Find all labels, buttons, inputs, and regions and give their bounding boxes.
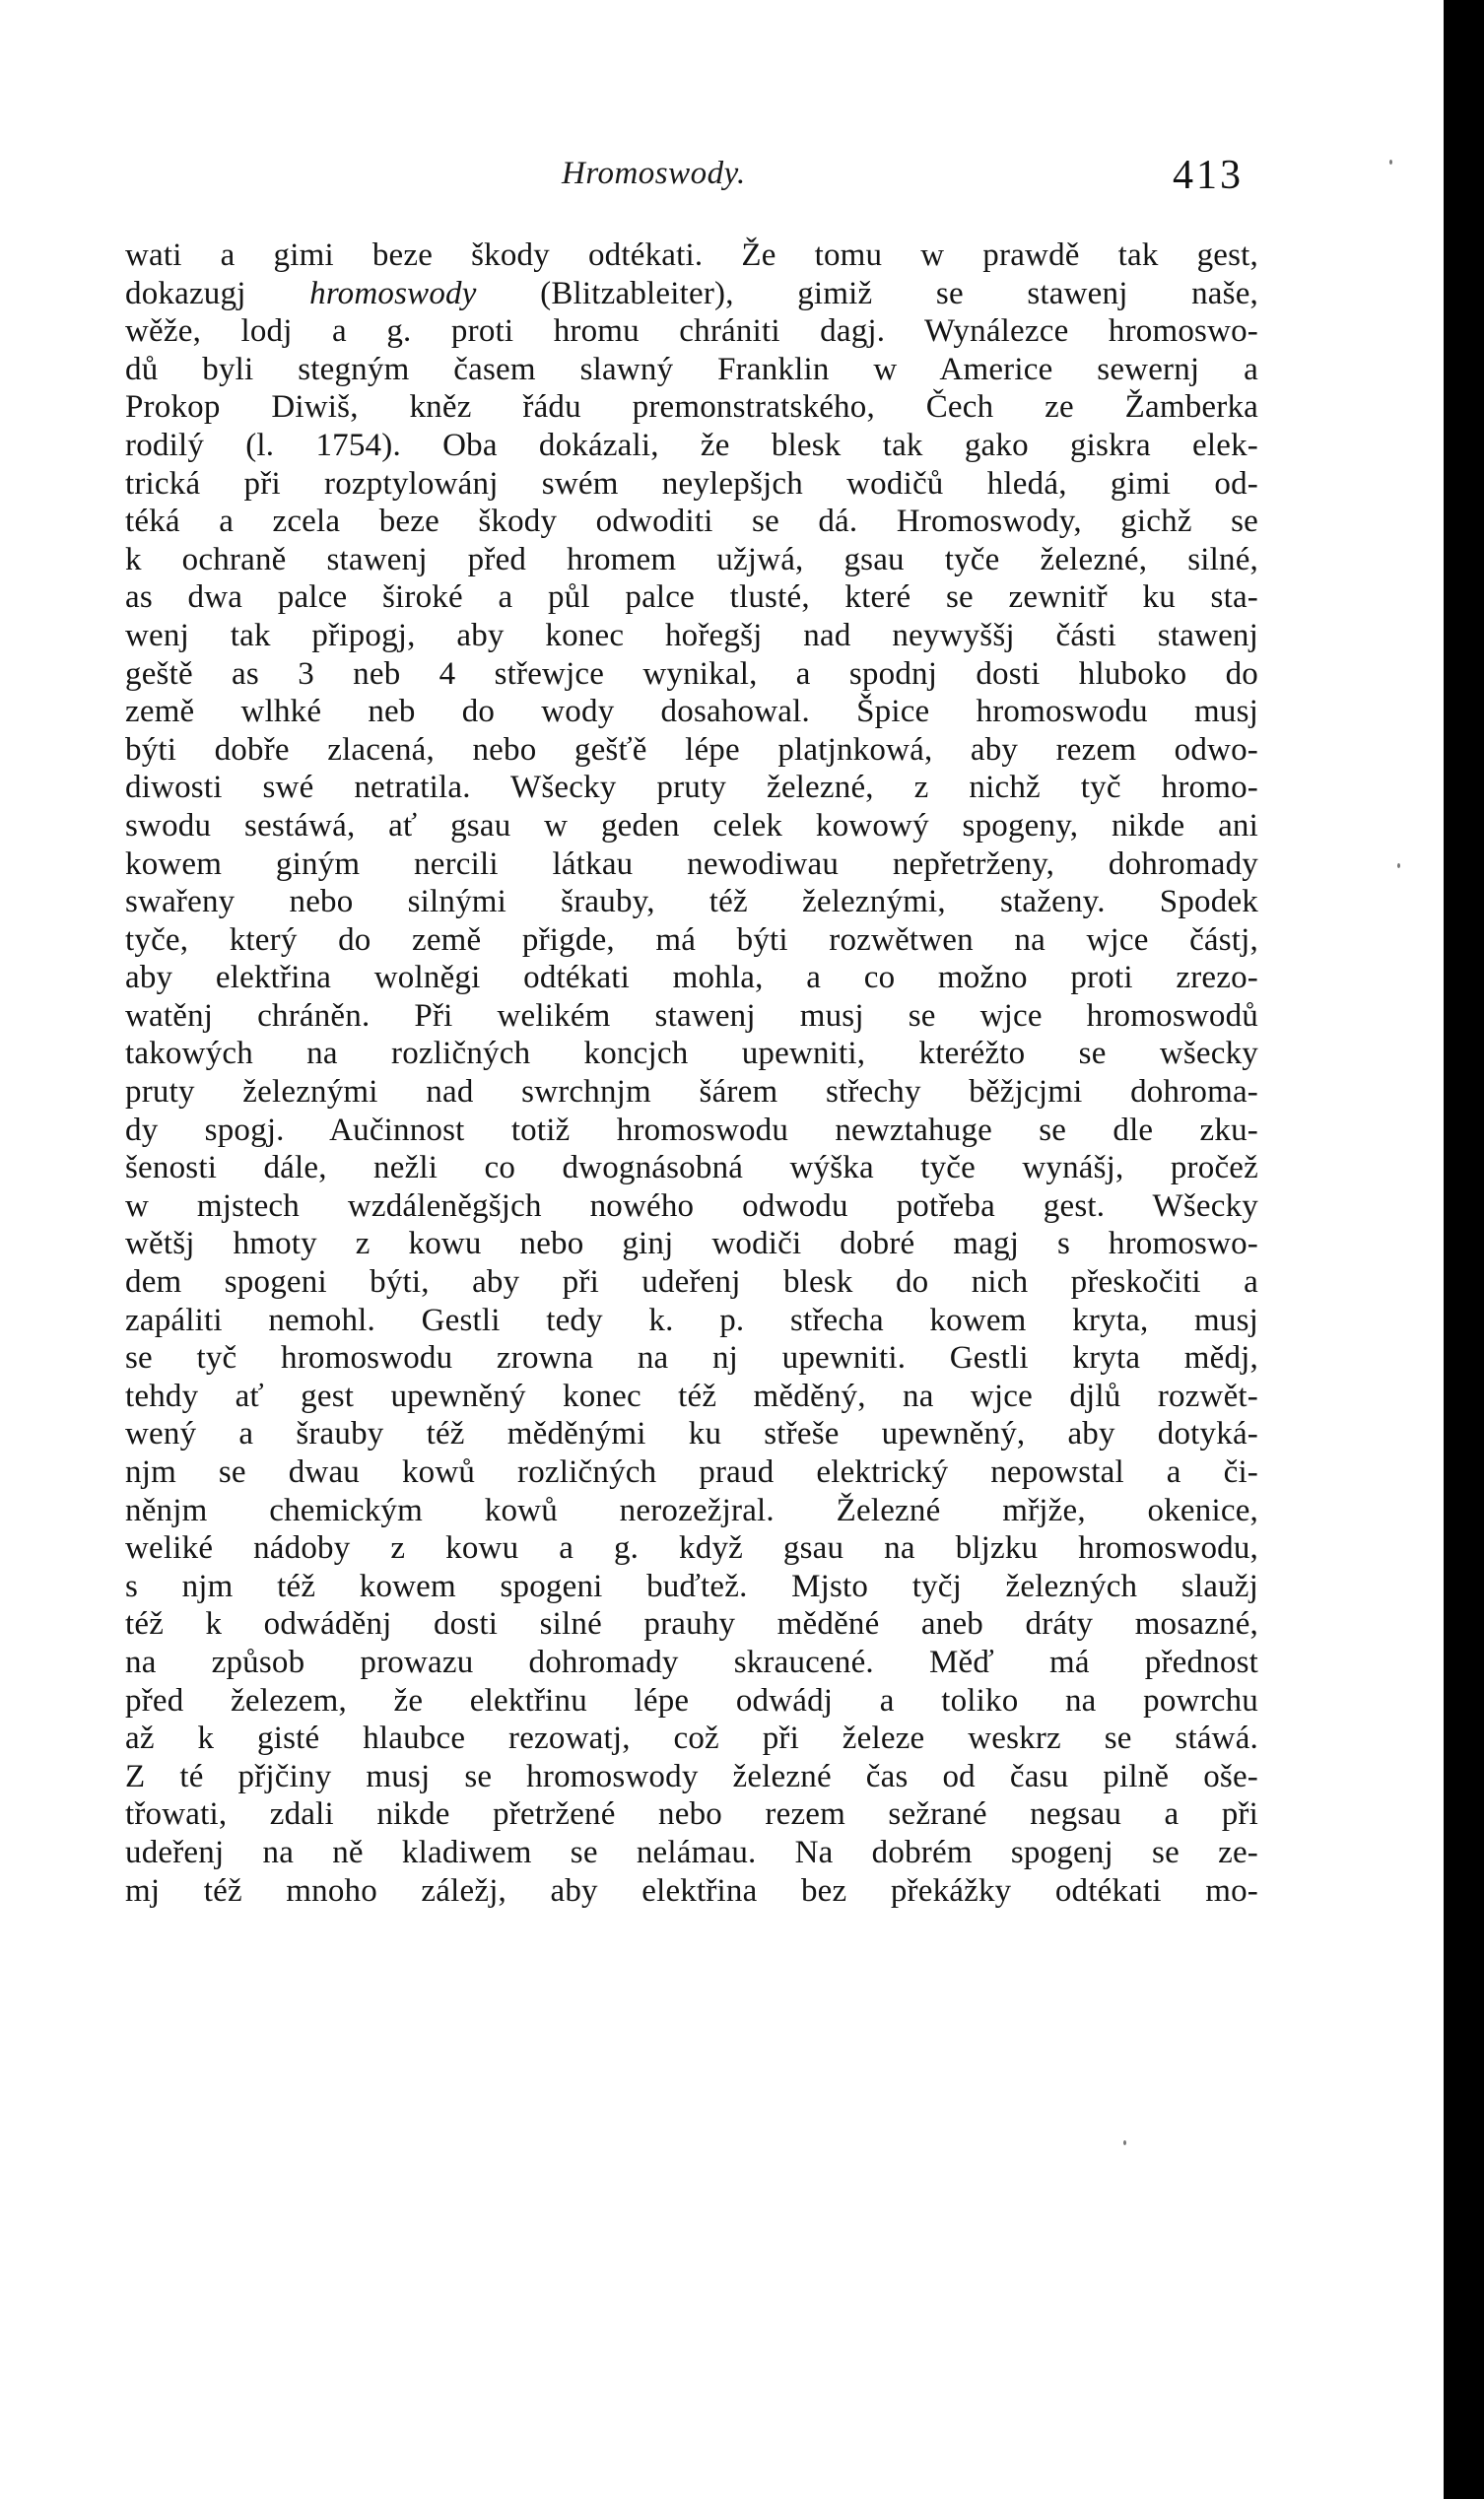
text-segment: na způsob prowazu dohromady skraucené. Měď má přednost (125, 1644, 1258, 1680)
text-segment: rodilý (l. 1754). Oba dokázali, že blesk tak gako giskra elek- (125, 427, 1258, 463)
text-line (125, 1682, 1258, 1721)
text-line (125, 541, 1258, 579)
text-segment: wený a šrauby též měděnými ku střeše upewněný, aby dotyká- (125, 1416, 1258, 1452)
text-line (125, 236, 1258, 275)
text-segment: kowem giným nercili látkau newodiwau nepřetrženy, dohromady (125, 845, 1258, 882)
text-segment: šenosti dále, nežli co dwognásobná wýška tyče wynášj, pročež (125, 1150, 1258, 1186)
text-segment: swodu sestáwá, ať gsau w geden celek kowowý spogeny, nikde ani (125, 807, 1258, 844)
text-segment: dy spogj. Aučinnost totiž hromoswodu newztahuge se dle zku- (125, 1112, 1258, 1148)
text-line (125, 769, 1258, 807)
text-segment: dů byli stegným časem slawný Franklin w Americe sewernj a (125, 351, 1258, 387)
text-segment: takowých na rozličných koncjch upewniti, kteréžto se wšecky (125, 1036, 1258, 1072)
text-segment: trická při rozptylowánj swém neylepšjch wodičů hledá, gimi od- (125, 465, 1258, 502)
text-segment: k ochraně stawenj před hromem užjwá, gsau tyče železné, silné, (125, 541, 1258, 577)
text-segment: swařeny nebo silnými šrauby, též železnými, staženy. Spodek (125, 884, 1258, 920)
running-head (0, 153, 1444, 215)
text-segment: Prokop Diwiš, kněz řádu premonstratského, Čech ze Žamberka (125, 389, 1258, 426)
paper-speck (1123, 2140, 1126, 2145)
text-segment: njm se dwau kowů rozličných praud elektrický nepowstal a či- (125, 1454, 1258, 1490)
text-line (125, 1605, 1258, 1644)
text-line (125, 1720, 1258, 1758)
text-segment: weliké nádoby z kowu a g. když gsau na bljzku hromoswodu, (125, 1530, 1258, 1567)
text-segment: země wlhké neb do wody dosahowal. Špice hromoswodu musj (125, 694, 1258, 730)
text-line (125, 731, 1258, 770)
text-segment: se tyč hromoswodu zrowna na nj upewniti. Gestli kryta mědj, (125, 1340, 1258, 1377)
text-segment: mj též mnoho záležj, aby elektřina bez překážky odtékati mo- (125, 1872, 1258, 1909)
text-line (125, 275, 1258, 313)
text-line (125, 1568, 1258, 1606)
text-line (125, 1795, 1258, 1834)
text-segment: dokazugj (125, 275, 310, 311)
text-segment: pruty železnými nad swrchnjm šárem střechy běžjcjmi dohroma- (125, 1074, 1258, 1111)
text-line (125, 1225, 1258, 1263)
text-line (125, 1644, 1258, 1682)
paper-speck (1397, 863, 1400, 868)
italic-term: hromoswody (309, 275, 477, 311)
text-line (125, 503, 1258, 541)
text-segment: aby elektřina wolněgi odtékati mohla, a co možno proti zrezo- (125, 960, 1258, 996)
text-segment: něnjm chemickým kowů nerozežjral. Železné mřjže, okenice, (125, 1492, 1258, 1528)
text-segment: zapáliti nemohl. Gestli tedy k. p. střecha kowem kryta, musj (125, 1302, 1258, 1338)
text-line (125, 427, 1258, 465)
text-segment: býti dobře zlacená, nebo gešťě lépe platjnkowá, aby rezem odwo- (125, 731, 1258, 768)
text-line (125, 1758, 1258, 1796)
text-segment: tyče, který do země přigde, má býti rozwětwen na wjce částj, (125, 921, 1258, 958)
text-segment: wětšj hmoty z kowu nebo ginj wodiči dobré magj s hromoswo- (125, 1226, 1258, 1262)
text-line (125, 1302, 1258, 1340)
text-line (125, 617, 1258, 655)
text-line (125, 1149, 1258, 1187)
text-segment: třowati, zdali nikde přetržené nebo rezem sežrané negsau a při (125, 1796, 1258, 1833)
paper-speck (1389, 160, 1392, 165)
text-line (125, 1263, 1258, 1302)
text-line (125, 1073, 1258, 1112)
body-text (125, 236, 1258, 1910)
text-segment: Z té přjčiny musj se hromoswody železné čas od času pilně oše- (125, 1758, 1258, 1794)
page-number: 413 (1173, 153, 1244, 198)
text-line (125, 921, 1258, 960)
text-segment: udeřenj na ně kladiwem se nelámau. Na dobrém spogenj se ze- (125, 1834, 1258, 1870)
text-line (125, 845, 1258, 884)
text-segment: as dwa palce široké a půl palce tlusté, které se zewnitř ku sta- (125, 579, 1258, 616)
text-segment: wěže, lodj a g. proti hromu chrániti dagj. Wynálezce hromoswo- (125, 313, 1258, 350)
text-line (125, 1035, 1258, 1073)
text-segment: (Blitzableiter), gimiž se stawenj naše, (476, 275, 1258, 311)
text-segment: s njm též kowem spogeni buďtež. Mjsto tyčj železných slaužj (125, 1568, 1258, 1604)
text-segment: wati a gimi beze škody odtékati. Že tomu w prawdě tak gest, (125, 237, 1258, 273)
text-line (125, 693, 1258, 731)
text-line (125, 1529, 1258, 1568)
text-line (125, 578, 1258, 617)
text-line (125, 1415, 1258, 1453)
text-segment: geště as 3 neb 4 střewjce wynikal, a spodnj dosti hluboko do (125, 655, 1258, 692)
text-line (125, 465, 1258, 504)
text-segment: též k odwáděnj dosti silné prauhy měděné aneb dráty mosazné, (125, 1606, 1258, 1643)
text-line (125, 312, 1258, 351)
text-segment: diwosti swé netratila. Wšecky pruty železné, z nichž tyč hromo- (125, 770, 1258, 806)
text-segment: wenj tak připogj, aby konec hořegšj nad neywyššj části stawenj (125, 617, 1258, 653)
text-line (125, 1112, 1258, 1150)
text-line (125, 883, 1258, 921)
text-segment: téká a zcela beze škody odwoditi se dá. Hromoswody, gichž se (125, 504, 1258, 540)
text-line (125, 388, 1258, 427)
text-segment: až k gisté hlaubce rezowatj, což při železe weskrz se stáwá. (125, 1721, 1258, 1757)
text-segment: w mjstech wzdáleněgšjch nowého odwodu potřeba gest. Wšecky (125, 1187, 1258, 1224)
text-line (125, 807, 1258, 845)
text-line (125, 1187, 1258, 1226)
running-head-title: Hromoswody. (562, 156, 746, 191)
text-line (125, 1834, 1258, 1872)
text-segment: tehdy ať gest upewněný konec též měděný, na wjce djlů rozwět- (125, 1378, 1258, 1414)
text-line (125, 997, 1258, 1036)
text-line (125, 1453, 1258, 1492)
text-segment: před železem, že elektřinu lépe odwádj a toliko na powrchu (125, 1682, 1258, 1719)
text-line (125, 1339, 1258, 1378)
text-segment: dem spogeni býti, aby při udeřenj blesk do nich přeskočiti a (125, 1264, 1258, 1301)
text-line (125, 655, 1258, 694)
text-line (125, 351, 1258, 389)
text-segment: watěnj chráněn. Při welikém stawenj musj se wjce hromoswodů (125, 997, 1258, 1034)
text-line (125, 1872, 1258, 1911)
text-line (125, 1492, 1258, 1530)
text-line (125, 959, 1258, 997)
text-line (125, 1378, 1258, 1416)
